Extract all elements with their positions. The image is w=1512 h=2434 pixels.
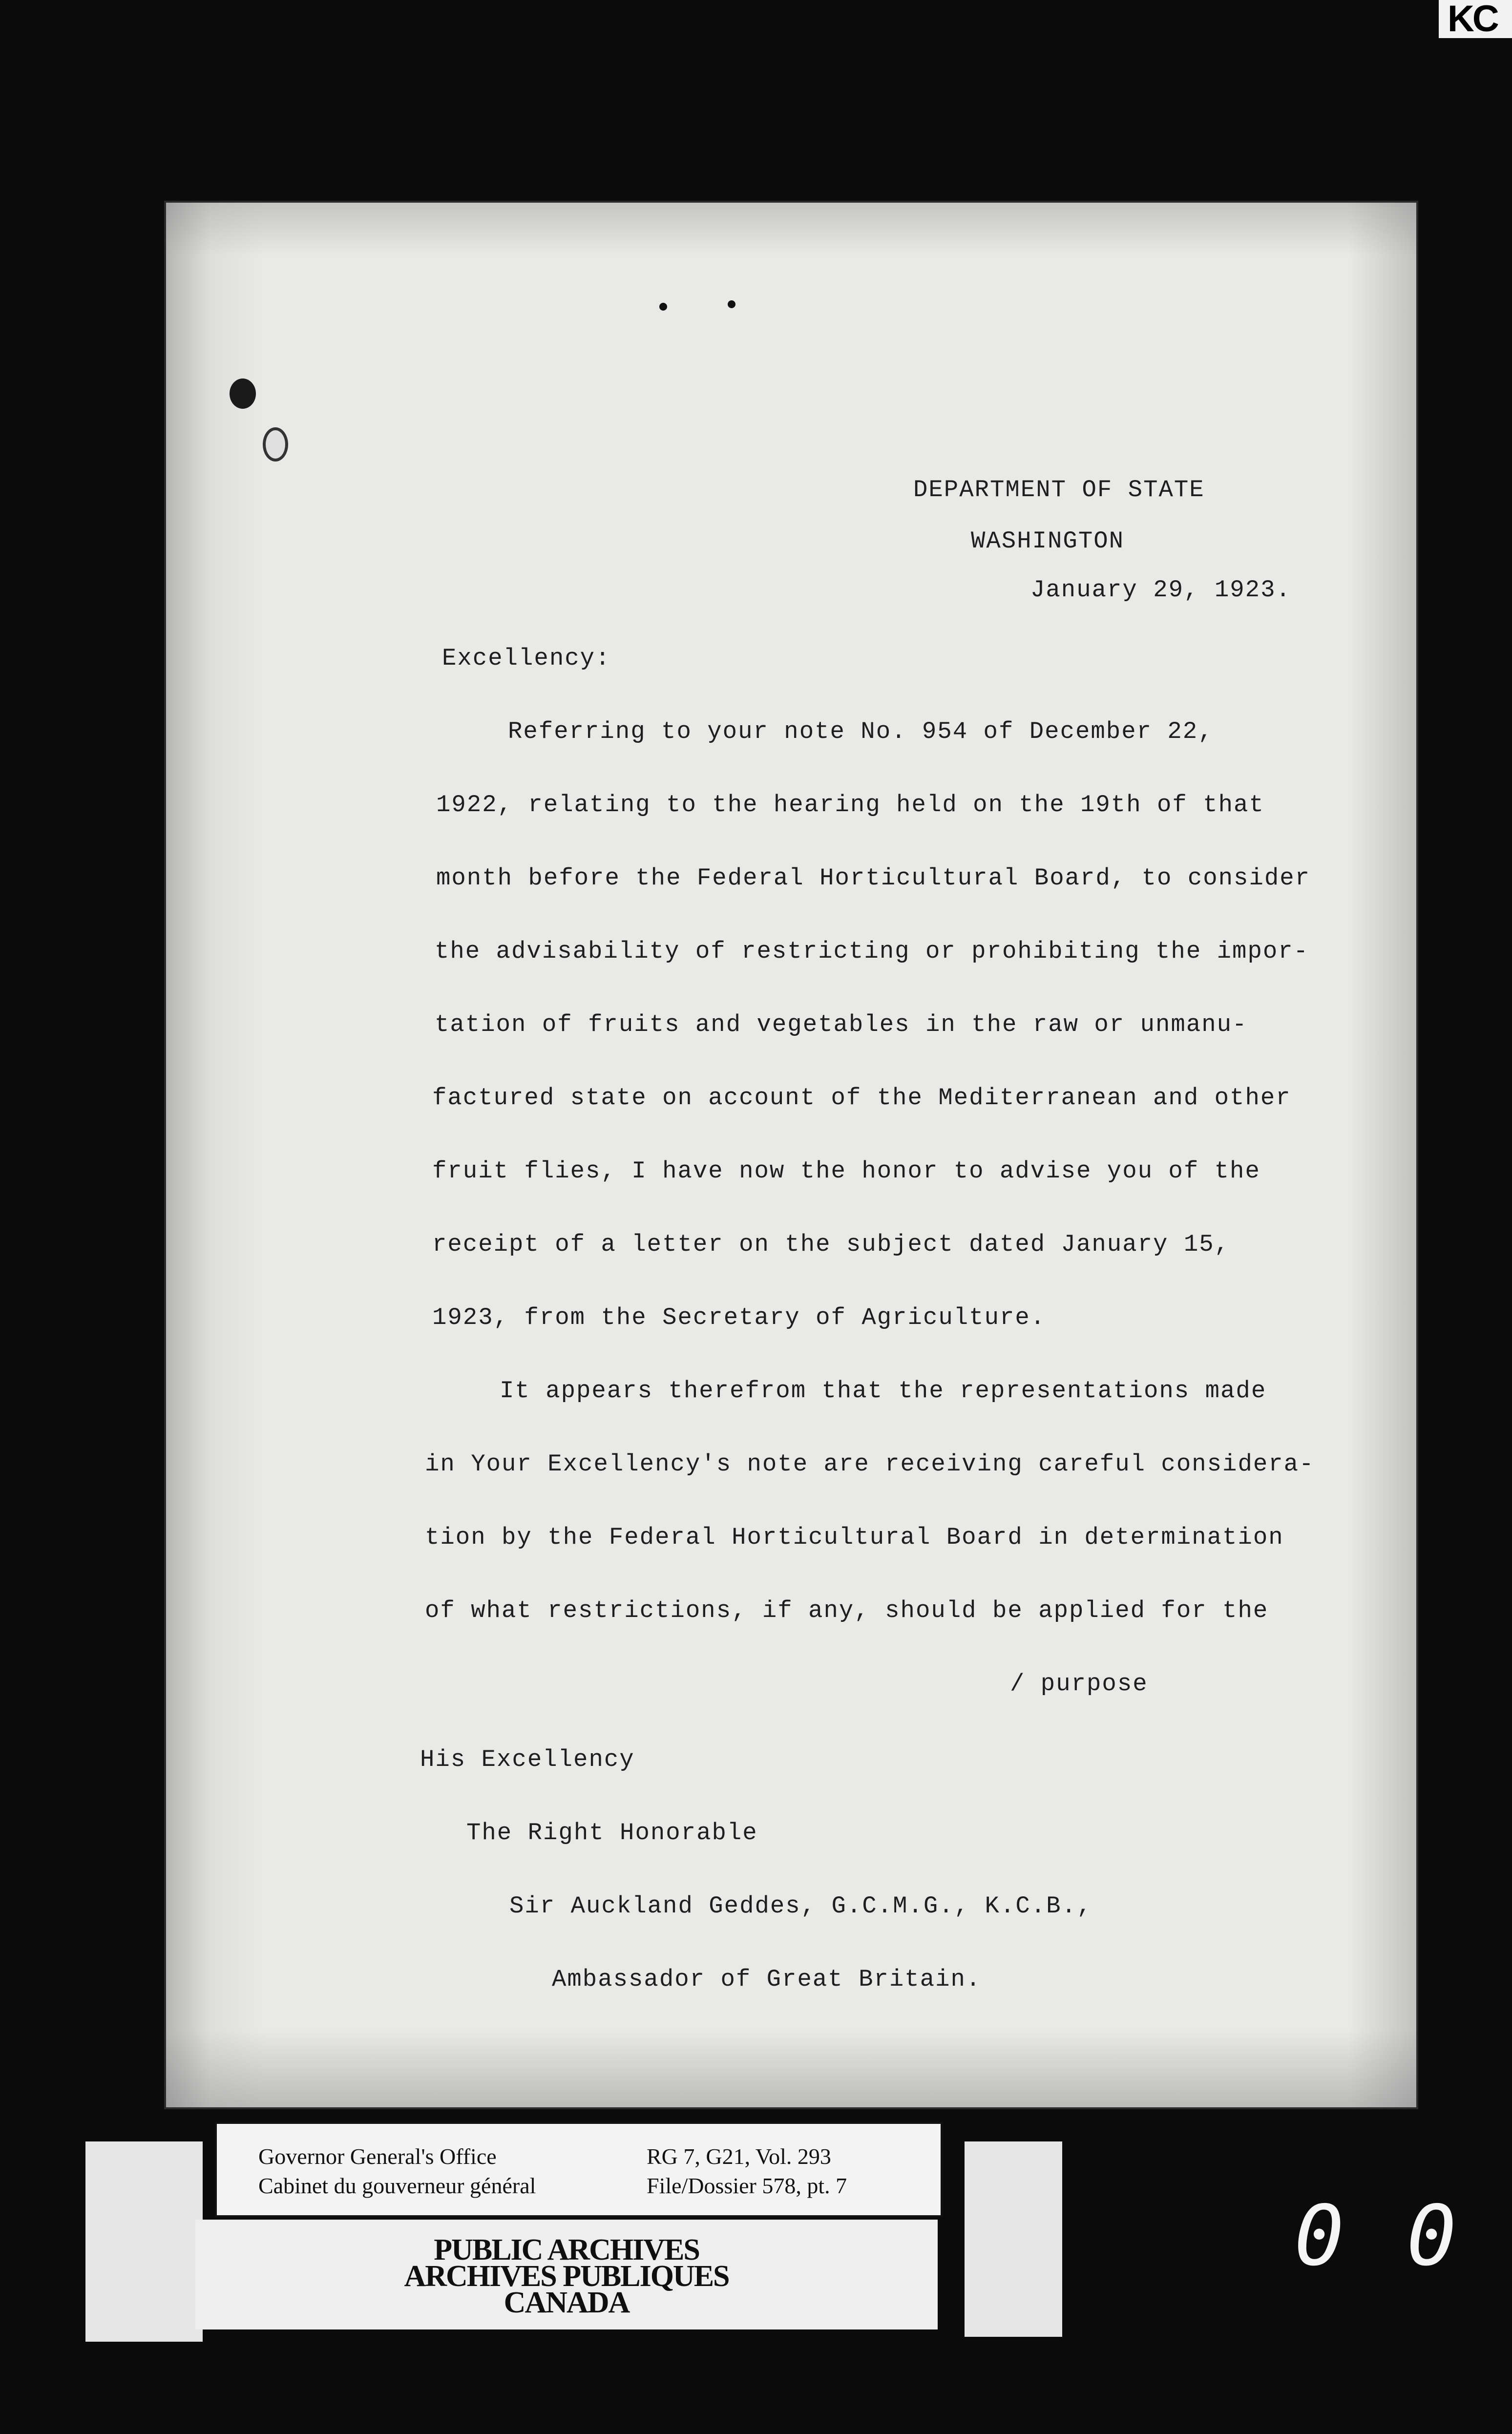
- ink-mark: [659, 303, 667, 311]
- addressee-line: Ambassador of Great Britain.: [552, 1966, 982, 1993]
- ink-mark: [728, 300, 735, 308]
- addressee-line: Sir Auckland Geddes, G.C.M.G., K.C.B.,: [509, 1892, 1092, 1920]
- frame-number-digit: 0: [1407, 2188, 1457, 2285]
- body-line: tation of fruits and vegetables in the raw or unmanu-: [435, 1011, 1248, 1038]
- letter-date: January 29, 1923.: [1030, 576, 1291, 604]
- body-line: tion by the Federal Horticultural Board in determination: [425, 1524, 1284, 1551]
- film-strip-right: [965, 2141, 1062, 2337]
- office-name-fr: Cabinet du gouverneur général: [258, 2173, 536, 2198]
- body-line: of what restrictions, if any, should be applied for the: [425, 1597, 1269, 1624]
- file-reference: File/Dossier 578, pt. 7: [647, 2173, 847, 2198]
- film-strip-left: [85, 2141, 203, 2342]
- record-group-reference: RG 7, G21, Vol. 293: [647, 2144, 831, 2169]
- stamp-line-fr: ARCHIVES PUBLIQUES: [404, 2260, 729, 2293]
- corner-reel-tag: KC: [1439, 0, 1512, 38]
- body-line: fruit flies, I have now the honor to advise you of the: [432, 1157, 1260, 1185]
- office-name-en: Governor General's Office: [258, 2144, 497, 2169]
- frame-number-digit: 0: [1294, 2188, 1344, 2285]
- body-line: factured state on account of the Mediterranean and other: [432, 1084, 1291, 1112]
- letterhead-department: DEPARTMENT OF STATE: [913, 476, 1205, 504]
- addressee-line: The Right Honorable: [466, 1819, 758, 1846]
- archive-reference-label: [215, 2122, 943, 2217]
- public-archives-stamp: [195, 2220, 938, 2329]
- salutation: Excellency:: [442, 645, 611, 672]
- body-line: 1922, relating to the hearing held on the 19th of that: [436, 791, 1264, 818]
- body-line: It appears therefrom that the representations made: [500, 1377, 1267, 1405]
- body-line: receipt of a letter on the subject dated January 15,: [432, 1231, 1230, 1258]
- letter-page: [166, 203, 1416, 2107]
- body-line: 1923, from the Secretary of Agriculture.: [432, 1304, 1046, 1331]
- stamp-line-en: PUBLIC ARCHIVES: [434, 2233, 699, 2266]
- body-line: the advisability of restricting or prohibiting the impor-: [435, 938, 1309, 965]
- punch-hole: [263, 427, 288, 462]
- body-line: in Your Excellency's note are receiving careful considera-: [425, 1450, 1315, 1478]
- punch-hole: [230, 378, 256, 409]
- body-line: Referring to your note No. 954 of December 22,: [508, 718, 1214, 745]
- continuation-catchword: / purpose: [1010, 1670, 1148, 1698]
- stamp-line-country: CANADA: [504, 2286, 630, 2319]
- letterhead-city: WASHINGTON: [971, 527, 1125, 555]
- addressee-line: His Excellency: [420, 1746, 635, 1773]
- body-line: month before the Federal Horticultural Board, to consider: [436, 864, 1311, 892]
